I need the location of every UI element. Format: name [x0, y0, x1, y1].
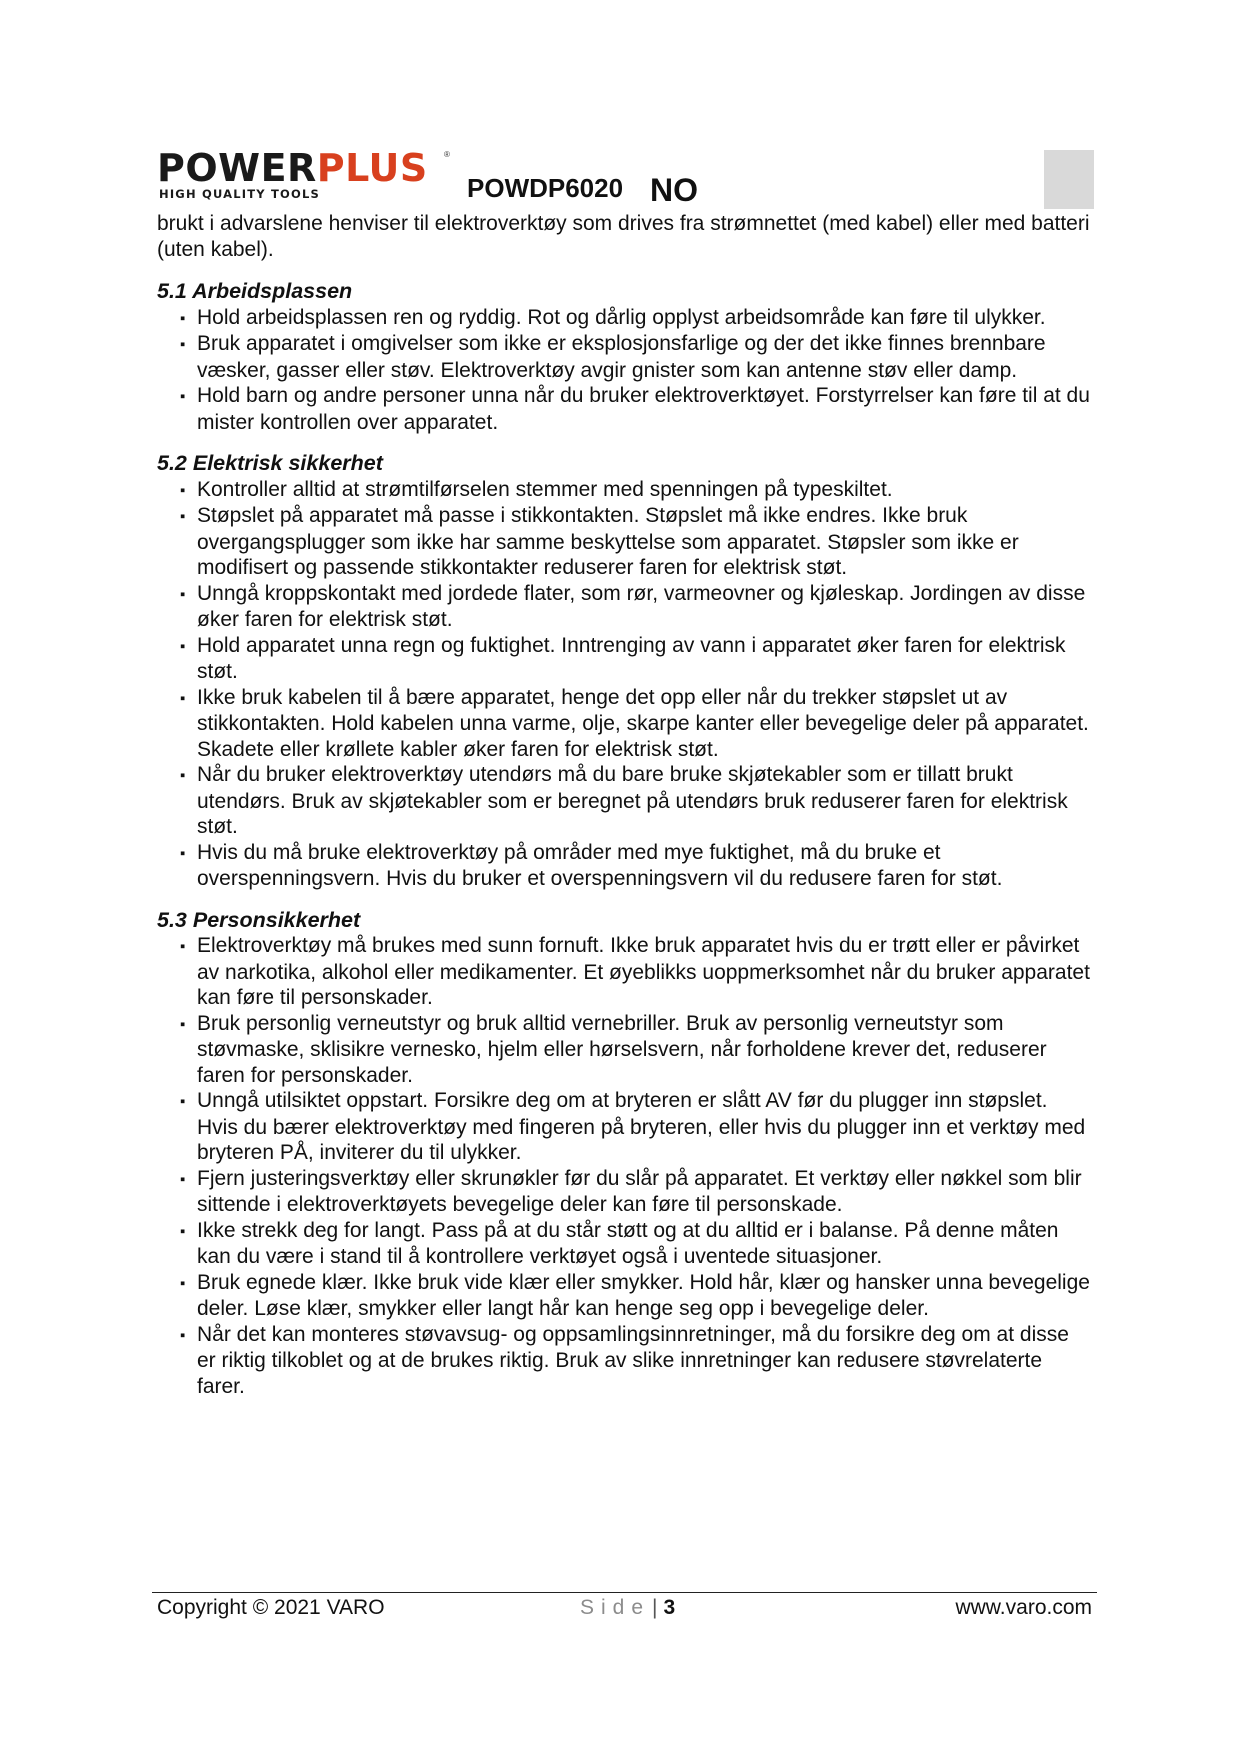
section-title: 5.3 Personsikkerhet	[157, 907, 361, 932]
bullet-icon: ▪	[180, 1093, 186, 1110]
list-item	[157, 1270, 1092, 1322]
list-item-text: Støpslet på apparatet må passe i stikkontakten. Støpslet må ikke endres. Ikke bruk overgangsplugger som ikke har samme beskyttelse som apparatet. Støpsler som ikke er modifisert og passende stikkontakter reduserer faren for elektrisk støt.	[197, 504, 1019, 579]
list-item-text: Bruk egnede klær. Ikke bruk vide klær eller smykker. Hold hår, klær og hansker unna bevegelige deler. Løse klær, smykker eller langt hår kan henge seg opp i bevegelige deler.	[197, 1270, 1090, 1320]
list-item-text: Hold barn og andre personer unna når du bruker elektroverktøyet. Forstyrrelser kan føre til at du mister kontrollen over apparatet.	[197, 384, 1090, 434]
list-item	[157, 633, 1092, 685]
bullet-list	[157, 933, 1092, 1399]
bullet-icon: ▪	[180, 481, 186, 499]
list-item	[157, 1218, 1092, 1270]
logo-wordmark	[157, 148, 428, 188]
bullet-icon: ▪	[180, 1274, 186, 1292]
bullet-icon: ▪	[180, 508, 186, 525]
page-indicator	[580, 1596, 675, 1620]
bullet-icon: ▪	[180, 767, 186, 784]
section-arbeidsplassen	[157, 279, 1092, 435]
bullet-icon: ▪	[180, 1326, 186, 1344]
list-item	[157, 1011, 1092, 1089]
list-item-text: Bruk apparatet i omgivelser som ikke er eksplosjonsfarlige og der det ikke finnes brennbare væsker, gasser eller støv. Elektroverktøy avgir gnister som kan antenne støv eller damp.	[197, 332, 1046, 382]
list-item-text: Fjern justeringsverktøy eller skrunøkler før du slår på apparatet. Et verktøy eller nøkkel som blir sittende i elektroverktøyets bevegelige deler kan føre til personskade.	[197, 1166, 1082, 1216]
bullet-icon: ▪	[180, 388, 186, 405]
bullet-list	[157, 477, 1092, 892]
page-number: 3	[663, 1596, 676, 1619]
powerplus-logo	[157, 148, 449, 204]
bullet-icon: ▪	[180, 844, 186, 862]
bullet-icon: ▪	[180, 336, 186, 353]
list-item-text: Når det kan monteres støvavsug- og oppsamlingsinnretninger, må du forsikre deg om at disse er riktig tilkoblet og at de brukes riktig. Bruk av slike innretninger kan redusere støvrelaterte farer.	[197, 1322, 1069, 1398]
list-item	[157, 305, 1092, 332]
list-item-text: Unngå utilsiktet oppstart. Forsikre deg om at bryteren er slått AV før du plugger inn støpslet. Hvis du bærer elektroverktøy med fingeren på bryteren, eller hvis du plugger inn et verktøy med bryteren PÅ, inviterer du til ulykker.	[197, 1089, 1086, 1164]
list-item	[157, 331, 1092, 383]
model-number: POWDP6020	[467, 173, 624, 203]
list-item-text: Elektroverktøy må brukes med sunn fornuft. Ikke bruk apparatet hvis du er trøtt eller er påvirket av narkotika, alkohol eller medikamenter. Et øyeblikks uoppmerksomhet når du bruker apparatet kan føre til personskader.	[197, 934, 1090, 1009]
copyright-text: Copyright © 2021 VARO	[157, 1596, 385, 1619]
list-item-text: Når du bruker elektroverktøy utendørs må du bare bruke skjøtekabler som er tillatt brukt utendørs. Bruk av skjøtekabler som er beregnet på utendørs bruk reduserer faren for elektrisk støt.	[197, 763, 1068, 838]
website-url: www.varo.com	[955, 1596, 1092, 1619]
bullet-icon: ▪	[180, 309, 186, 327]
bullet-icon: ▪	[180, 689, 186, 707]
list-item-text: Ikke strekk deg for langt. Pass på at du står støtt og at du alltid er i balanse. På denne måten kan du være i stand til å kontrollere verktøyet også i uventede situasjoner.	[197, 1218, 1059, 1268]
page-footer	[157, 1596, 1092, 1626]
list-item	[157, 1322, 1092, 1400]
page-separator: |	[652, 1596, 658, 1619]
list-item	[157, 383, 1092, 435]
section-personsikkerhet	[157, 908, 1092, 1400]
logo-power-text: POWER	[157, 146, 317, 190]
bullet-icon: ▪	[180, 1222, 186, 1240]
registered-mark: ®	[444, 150, 450, 159]
header-marker-box	[1044, 150, 1094, 209]
logo-plus-text: PLUS	[316, 146, 428, 190]
bullet-icon: ▪	[180, 1015, 186, 1033]
intro-paragraph: brukt i advarslene henviser til elektroverktøy som drives fra strømnettet (med kabel) eller med batteri (uten kabel).	[157, 212, 1090, 261]
logo-tagline: HIGH QUALITY TOOLS	[159, 187, 321, 201]
bullet-icon: ▪	[180, 1170, 186, 1188]
bullet-icon: ▪	[180, 637, 186, 655]
language-code: NO	[650, 172, 698, 208]
bullet-icon: ▪	[180, 585, 186, 603]
list-item	[157, 503, 1092, 581]
list-item	[157, 840, 1092, 892]
list-item	[157, 1166, 1092, 1218]
bullet-icon: ▪	[180, 938, 186, 955]
list-item	[157, 933, 1092, 1011]
footer-divider	[152, 1592, 1097, 1593]
list-item-text: Hvis du må bruke elektroverktøy på områder med mye fuktighet, må du bruke et overspenningsvern. Hvis du bruker et overspenningsvern vil du redusere faren for støt.	[197, 840, 1003, 890]
list-item-text: Hold apparatet unna regn og fuktighet. Inntrenging av vann i apparatet øker faren for elektrisk støt.	[197, 633, 1066, 683]
section-title: 5.1 Arbeidsplassen	[157, 279, 353, 303]
list-item	[157, 762, 1092, 840]
list-item	[157, 1088, 1092, 1166]
list-item-text: Kontroller alltid at strømtilførselen stemmer med spenningen på typeskiltet.	[197, 477, 893, 501]
page-header	[157, 148, 1092, 208]
section-elektrisk-sikkerhet	[157, 451, 1092, 892]
list-item-text: Ikke bruk kabelen til å bære apparatet, henge det opp eller når du trekker støpslet ut av stikkontakten. Hold kabelen unna varme, olje, skarpe kanter eller bevegelige deler på apparatet. Skadete eller krøllete kabler øker faren for elektrisk støt.	[197, 685, 1089, 761]
page-content	[157, 211, 1092, 1399]
list-item-text: Bruk personlig verneutstyr og bruk alltid vernebriller. Bruk av personlig verneutstyr som støvmaske, sklisikre vernesko, hjelm eller hørselsvern, når forholdene krever det, reduserer faren for personskader.	[197, 1011, 1047, 1087]
bullet-list	[157, 305, 1092, 436]
list-item-text: Unngå kroppskontakt med jordede flater, som rør, varmeovner og kjøleskap. Jordingen av disse øker faren for elektrisk støt.	[197, 581, 1086, 631]
list-item	[157, 685, 1092, 763]
page-label: Side	[580, 1596, 651, 1619]
list-item	[157, 477, 1092, 504]
section-title: 5.2 Elektrisk sikkerhet	[157, 451, 383, 475]
list-item-text: Hold arbeidsplassen ren og ryddig. Rot og dårlig opplyst arbeidsområde kan føre til ulykker.	[197, 305, 1046, 329]
list-item	[157, 581, 1092, 633]
